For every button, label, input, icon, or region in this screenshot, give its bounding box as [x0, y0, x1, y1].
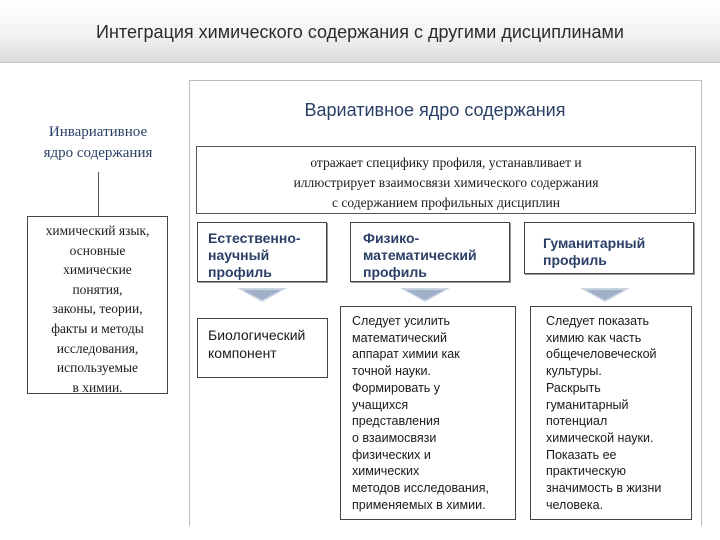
down-arrow-icon: [237, 288, 287, 302]
invariant-content-box: химический язык, основные химические понятия, законы, теории, факты и методы исследования, используемые в химии.: [27, 216, 168, 394]
profile-humanitarian: Гуманитарный профиль: [524, 222, 694, 274]
down-arrow-icon: [400, 288, 450, 302]
profile-natural-science: Естественно- научный профиль: [197, 222, 327, 282]
down-arrow-icon: [580, 288, 630, 302]
humanitarian-detail: Следует показать химию как часть общечеловеческой культуры. Раскрыть гуманитарный потенциал химической науки. Показать ее практическую значимость в жизни человека.: [530, 306, 692, 520]
variative-description-box: отражает специфику профиля, устанавливает и иллюстрирует взаимосвязи химического содержания с содержанием профильных дисциплин: [196, 146, 696, 214]
invariant-title: Инвариативное ядро содержания: [43, 124, 153, 161]
profile-physics-math: Физико- математический профиль: [350, 222, 510, 282]
natural-science-detail: Биологический компонент: [197, 318, 328, 378]
variative-title: Вариативное ядро содержания: [304, 100, 566, 120]
slide-header: [0, 0, 720, 63]
physics-math-detail: Следует усилить математический аппарат химии как точной науки. Формировать у учащихся представления о взаимосвязи физических и химических методов исследования, применяемых в химии.: [340, 306, 516, 520]
invariant-connector: [98, 172, 99, 216]
slide-title: Интеграция химического содержания с другими дисциплинами: [96, 22, 624, 42]
